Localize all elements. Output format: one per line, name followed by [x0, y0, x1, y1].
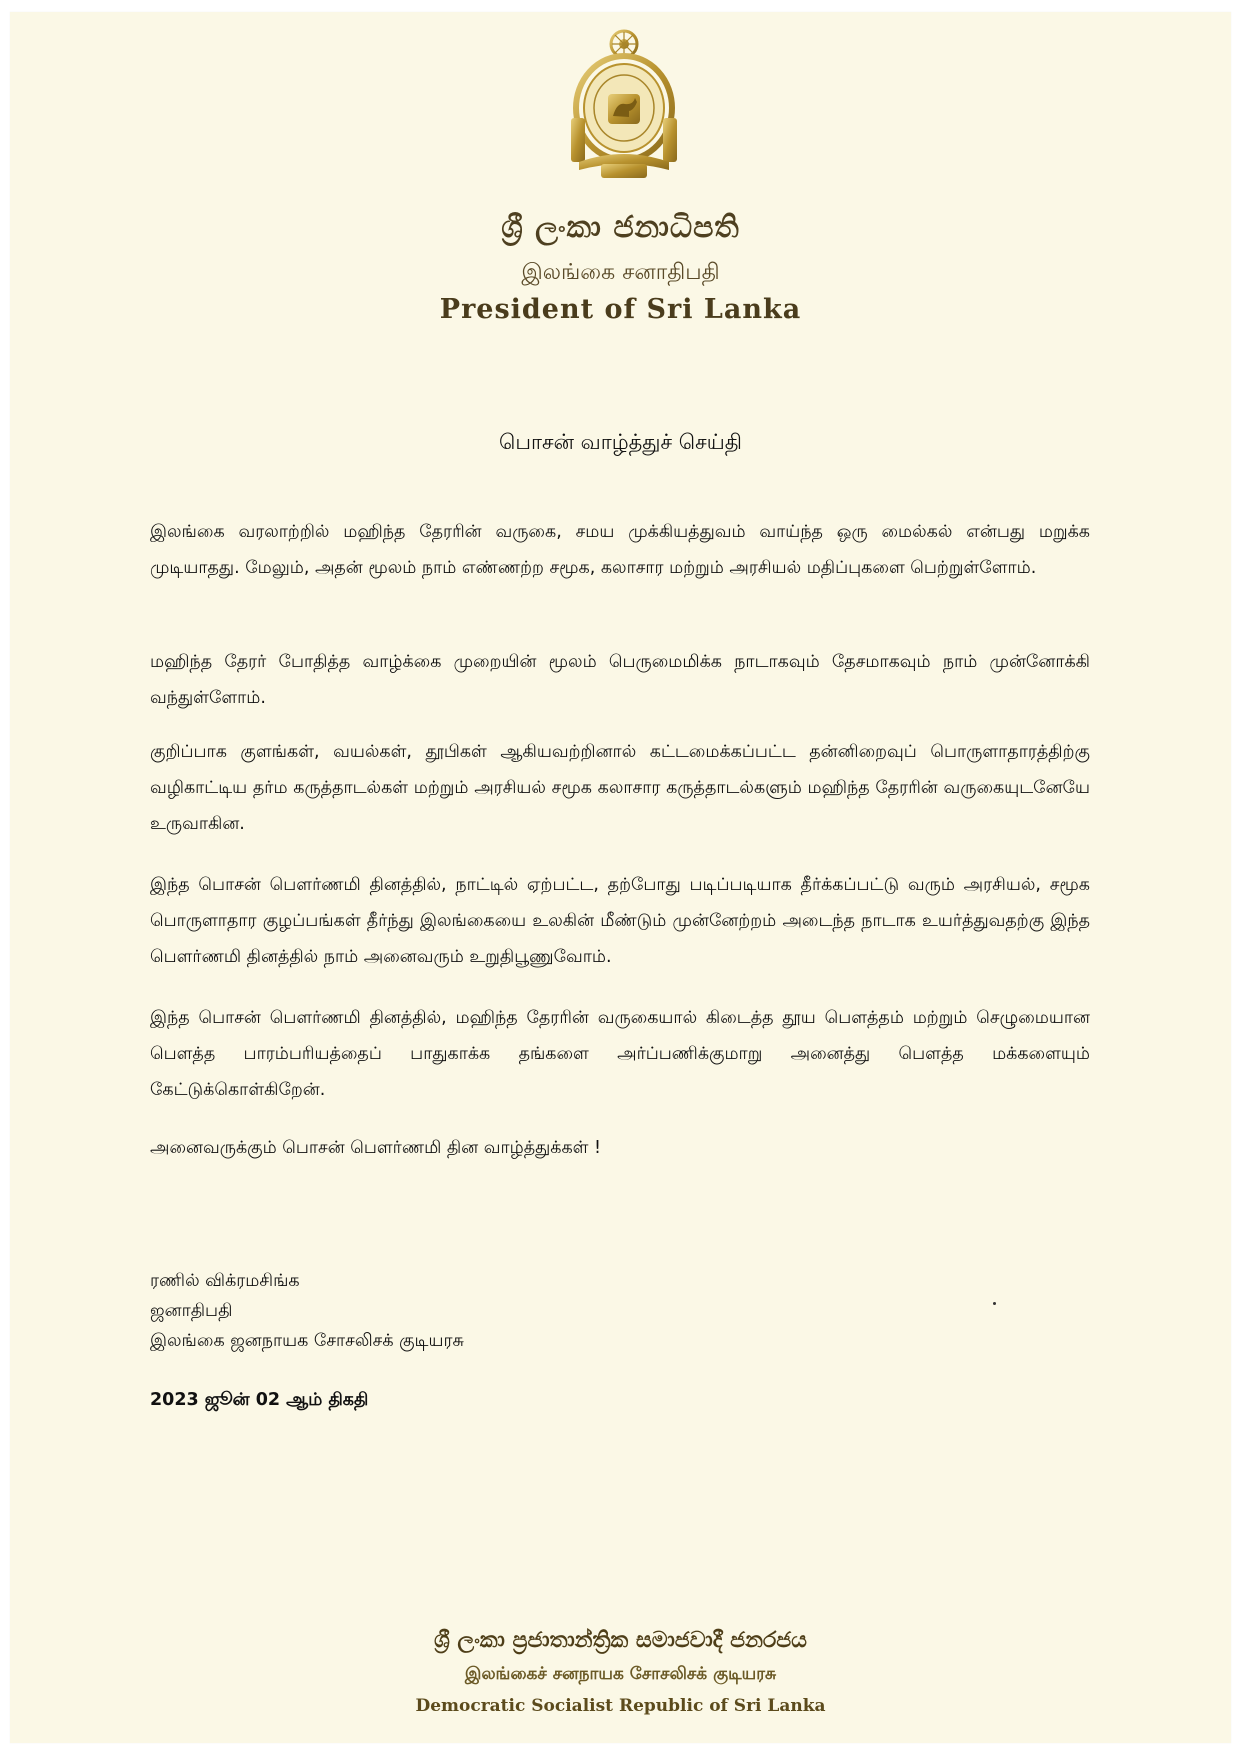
header-english: President of Sri Lanka — [439, 294, 802, 325]
footer-sinhala: ශ්‍රී ලංකා ප්‍රජාතාන්ත්‍රික සමාජවාදී ජනරජය — [434, 1628, 807, 1653]
signature-block — [150, 1266, 464, 1356]
signatory-role: ஜனாதிபதி — [150, 1301, 233, 1321]
paragraph: இந்த பொசன் பௌர்ணமி தினத்தில், மஹிந்த தேரரின் வருகையால் கிடைத்த தூய பௌத்தம் மற்றும் செழுமையான பௌத்த பாரம்பரியத்தைப் பாதுகாக்க தங்களை அர்ப்பணிக்குமாறு அனைத்து பௌத்த மக்களையும் கேட்டுக்கொள்கிறேன். — [150, 1008, 1090, 1100]
paragraph: குறிப்பாக குளங்கள், வயல்கள், தூபிகள் ஆகியவற்றினால் கட்டமைக்கப்பட்ட தன்னிறைவுப் பொருளாதாரத்திற்கு வழிகாட்டிய தர்ம கருத்தாடல்கள் மற்றும் அரசியல் சமூக கலாசார கருத்தாடல்களும் மஹிந்த தேரரின் வருகையுடனேயே உருவாகின. — [150, 742, 1090, 834]
paragraph: இந்த பொசன் பௌர்ணமி தினத்தில், நாட்டில் ஏற்பட்ட, தற்போது படிப்படியாக தீர்க்கப்பட்டு வரும் அரசியல், சமூக பொருளாதார குழப்பங்கள் தீர்ந்து இலங்கையை உலகின் மீண்டும் முன்னேற்றம் அடைந்த நாடாக உயர்த்துவதற்கு இந்த பௌர்ணமி தினத்தில் நாம் அனைவரும் உறுதிபூணுவோம். — [150, 875, 1090, 967]
paragraph: மஹிந்த தேரர் போதித்த வாழ்க்கை முறையின் மூலம் பெருமைமிக்க நாடாகவும் தேசமாகவும் நாம் முன்னோக்கி வந்துள்ளோம். — [150, 652, 1090, 708]
signatory-name: ரணில் விக்ரமசிங்க — [150, 1271, 300, 1291]
message-date: 2023 ஜூன் 02 ஆம் திகதி — [150, 1390, 369, 1410]
closing-greeting: அனைவருக்கும் பொசன் பௌர்ணமி தின வாழ்த்துக்கள் ! — [150, 1138, 602, 1158]
footer-tamil: இலங்கைச் சனநாயக சோசலிசக் குடியரசு — [464, 1664, 777, 1684]
header-tamil: இலங்கை சனாதிபதி — [521, 260, 720, 285]
footer-english: Democratic Socialist Republic of Sri Lanka — [415, 1696, 826, 1716]
message-title: பொசன் வாழ்த்துச் செய்தி — [499, 430, 742, 454]
letter-page — [10, 12, 1231, 1743]
signatory-country: இலங்கை ஜனநாயக சோசலிசக் குடியரசு — [150, 1331, 464, 1351]
paragraph: இலங்கை வரலாற்றில் மஹிந்த தேரரின் வருகை, சமய முக்கியத்துவம் வாய்ந்த ஒரு மைல்கல் என்பது மறுக்க முடியாதது. மேலும், அதன் மூலம் நாம் எண்ணற்ற சமூக, கலாசார மற்றும் அரசியல் மதிப்புகளை பெற்றுள்ளோம். — [150, 522, 1090, 578]
header-sinhala: ශ්‍රී ලංකා ජනාධිපති — [501, 210, 740, 245]
stray-mark — [993, 1302, 996, 1305]
sri-lanka-emblem-icon — [565, 26, 683, 184]
